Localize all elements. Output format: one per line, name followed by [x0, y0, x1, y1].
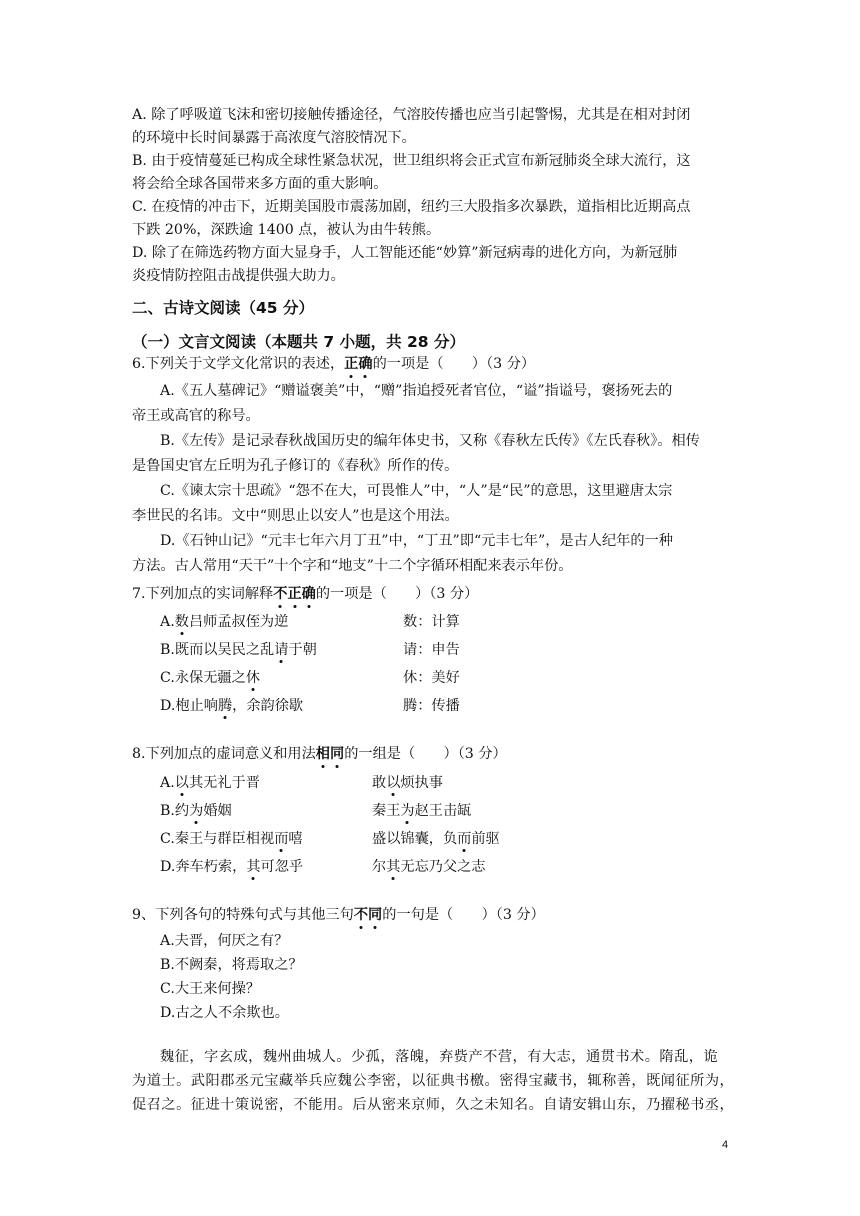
q9-option-b: B.不阙秦，将焉取之？ [160, 957, 303, 973]
q6-stem [132, 354, 535, 374]
passage-line-1: 魏征，字玄成，魏州曲城人。少孤，落魄，弃赀产不营，有大志，通贯书术。隋乱，诡 [160, 1049, 719, 1065]
q9-option-d: D.古之人不余欺也。 [160, 1005, 289, 1021]
q7-dotted-char: 腾 [218, 695, 232, 715]
q8-option-a-left [160, 772, 260, 792]
q8-option-text: 尔 [372, 859, 387, 875]
q8-option-text: B.约 [160, 803, 190, 819]
q8-option-c-right [372, 828, 500, 848]
passage-line-2: 为道士。武阳郡丞元宝藏举兵应魏公李密，以征典书檄。密得宝藏书，辄称善，既闻征所为， [132, 1073, 735, 1089]
q9-stem [132, 905, 545, 925]
option-c-line2: 下跌 20%，深跌逾 1400 点，被认为由牛转熊。 [132, 222, 441, 238]
q8-option-text: C.秦王与群臣相视 [160, 831, 275, 847]
q7-dotted-char: 休 [246, 667, 260, 687]
q7-dotted-char: 数 [175, 611, 189, 631]
option-d-line1: D. 除了在筛选药物方面大显身手，人工智能还能“妙算”新冠病毒的进化方向，为新冠肺 [132, 245, 678, 261]
q7-option-text: ，余韵徐歇 [232, 698, 304, 714]
q8-dotted-char: 为 [400, 800, 414, 820]
q8-stem-tail: 的一组是（ ）（3 分） [344, 746, 507, 762]
q8-option-text: 前驱 [471, 831, 500, 847]
q7-option-d [160, 695, 303, 715]
q9-stem-tail: 的一句是（ ）（3 分） [382, 907, 545, 923]
q8-option-a-right [372, 772, 443, 792]
q8-dotted-char: 以 [386, 772, 400, 792]
q8-option-d-right [372, 856, 486, 876]
q6-option-a-line1: A.《五人墓碑记》“赠谥褒美”中，“赠”指追授死者官位，“谥”指谥号，褒扬死去的 [160, 383, 673, 399]
q7-option-a [160, 611, 288, 631]
q8-dotted-char: 其 [246, 856, 260, 876]
passage-line-3: 促召之。征进十策说密，不能用。后从密来京师，久之未知名。自请安辑山东，乃擢秘书丞， [132, 1097, 735, 1113]
option-b-line1: B. 由于疫情蔓延已构成全球性紧急状况，世卫组织将会正式宣布新冠肺炎全球大流行，这 [132, 153, 691, 169]
q7-option-text: D.枹止响 [160, 698, 218, 714]
q8-option-text: 婚姻 [203, 803, 232, 819]
q7-option-text: A. [160, 614, 175, 630]
q6-stem-tail: 的一项是（ ）（3 分） [372, 356, 536, 372]
q7-key-char: 正 [287, 586, 302, 602]
q7-option-b [160, 639, 317, 659]
q8-option-text: 无忘乃父之志 [400, 859, 486, 875]
q7-option-b-gloss: 请：申告 [403, 642, 460, 658]
q8-option-c-left [160, 828, 303, 848]
q6-option-c-line2: 李世民的名讳。文中“则思止以安人”也是这个用法。 [132, 508, 459, 524]
option-c-line1: C. 在疫情的冲击下，近期美国股市震荡加剧，纽约三大股指多次暴跌，道指相比近期高点 [132, 199, 691, 215]
q7-stem-tail: 的一项是（ ）（3 分） [315, 586, 479, 602]
q7-option-text: 吕师孟叔侄为逆 [188, 614, 289, 630]
q9-option-a: A.夫晋，何厌之有？ [160, 933, 289, 949]
q7-stem [132, 584, 478, 604]
q8-dotted-char: 而 [274, 828, 288, 848]
option-d-line2: 炎疫情防控阻击战提供强大助力。 [132, 268, 345, 284]
q8-option-b-right [372, 800, 471, 820]
q7-dotted-char: 请 [274, 639, 288, 659]
q6-option-b-line2: 是鲁国史官左丘明为孔子修订的《春秋》所作的传。 [132, 458, 459, 474]
q8-option-text: 可忽乎 [260, 859, 304, 875]
q7-option-text: B.既而以吴民之乱 [160, 642, 275, 658]
q6-option-b-line1: B.《左传》是记录春秋战国历史的编年体史书，又称《春秋左氏传》《左氏春秋》。相传 [160, 433, 700, 449]
q8-option-d-left [160, 856, 303, 876]
q8-option-text: 赵王击缻 [414, 803, 472, 819]
q8-option-b-left [160, 800, 232, 820]
q7-key-char: 不 [273, 586, 288, 602]
q8-dotted-char: 其 [386, 856, 400, 876]
q8-stem [132, 744, 507, 764]
q8-key-char: 相 [315, 746, 330, 762]
q7-option-a-gloss: 数：计算 [403, 614, 460, 630]
q8-key-char: 同 [330, 746, 345, 762]
q8-option-text: 其无礼于晋 [188, 775, 260, 791]
q9-key-char: 同 [368, 907, 383, 923]
q8-option-text: A. [160, 775, 175, 791]
q6-option-d-line2: 方法。古人常用“天干”十个字和“地支”十二个字循环相配来表示年份。 [132, 558, 573, 574]
q6-option-c-line1: C.《谏太宗十思疏》“怨不在大，可畏惟人”中，“人”是“民”的意思，这里避唐太宗 [160, 483, 673, 499]
q8-option-text: 秦王 [372, 803, 401, 819]
q8-option-text: D.奔车朽索， [160, 859, 247, 875]
section-title: 二、古诗文阅读（45 分） [132, 299, 314, 317]
q7-option-text: 于朝 [288, 642, 317, 658]
q8-option-text: 盛以锦囊，负 [372, 831, 458, 847]
subsection-title: （一）文言文阅读（本题共 7 小题，共 28 分） [132, 333, 465, 351]
q8-option-text: 烦执事 [400, 775, 443, 791]
q7-option-c-gloss: 休：美好 [403, 670, 460, 686]
q7-option-text: C.永保无疆之 [160, 670, 246, 686]
q7-key-char: 确 [301, 586, 316, 602]
q8-option-text: 嘻 [288, 831, 303, 847]
option-a-line1: A. 除了呼吸道飞沫和密切接触传播途径，气溶胶传播也应当引起警惕，尤其是在相对封闭 [132, 107, 691, 123]
q8-dotted-char: 为 [189, 800, 203, 820]
q9-key-char: 不 [353, 907, 369, 923]
q6-option-d-line1: D.《石钟山记》“元丰七年六月丁丑”中，“丁丑”即“元丰七年”，是古人纪年的一种 [160, 533, 673, 549]
q6-key-char: 正 [344, 356, 359, 372]
option-b-line2: 将会给全球各国带来多方面的重大影响。 [132, 176, 388, 192]
page-number: 4 [722, 1139, 729, 1151]
q6-key-char: 确 [358, 356, 373, 372]
q8-option-text: 敢 [372, 775, 387, 791]
q8-stem-text: 8.下列加点的虚词意义和用法 [132, 746, 316, 762]
q7-option-c [160, 667, 260, 687]
q9-stem-text: 9、下列各句的特殊句式与其他三句 [132, 907, 354, 923]
q8-dotted-char: 以 [175, 772, 189, 792]
q8-dotted-char: 而 [457, 828, 471, 848]
q6-stem-text: 6.下列关于文学文化常识的表述， [132, 356, 345, 372]
q7-stem-text: 7.下列加点的实词解释 [132, 586, 274, 602]
q7-option-d-gloss: 腾：传播 [403, 698, 460, 714]
q6-option-a-line2: 帝王或高官的称号。 [132, 408, 260, 424]
option-a-line2: 的环境中长时间暴露于高浓度气溶胶情况下。 [132, 130, 416, 146]
q9-option-c: C.大王来何操？ [160, 981, 260, 997]
